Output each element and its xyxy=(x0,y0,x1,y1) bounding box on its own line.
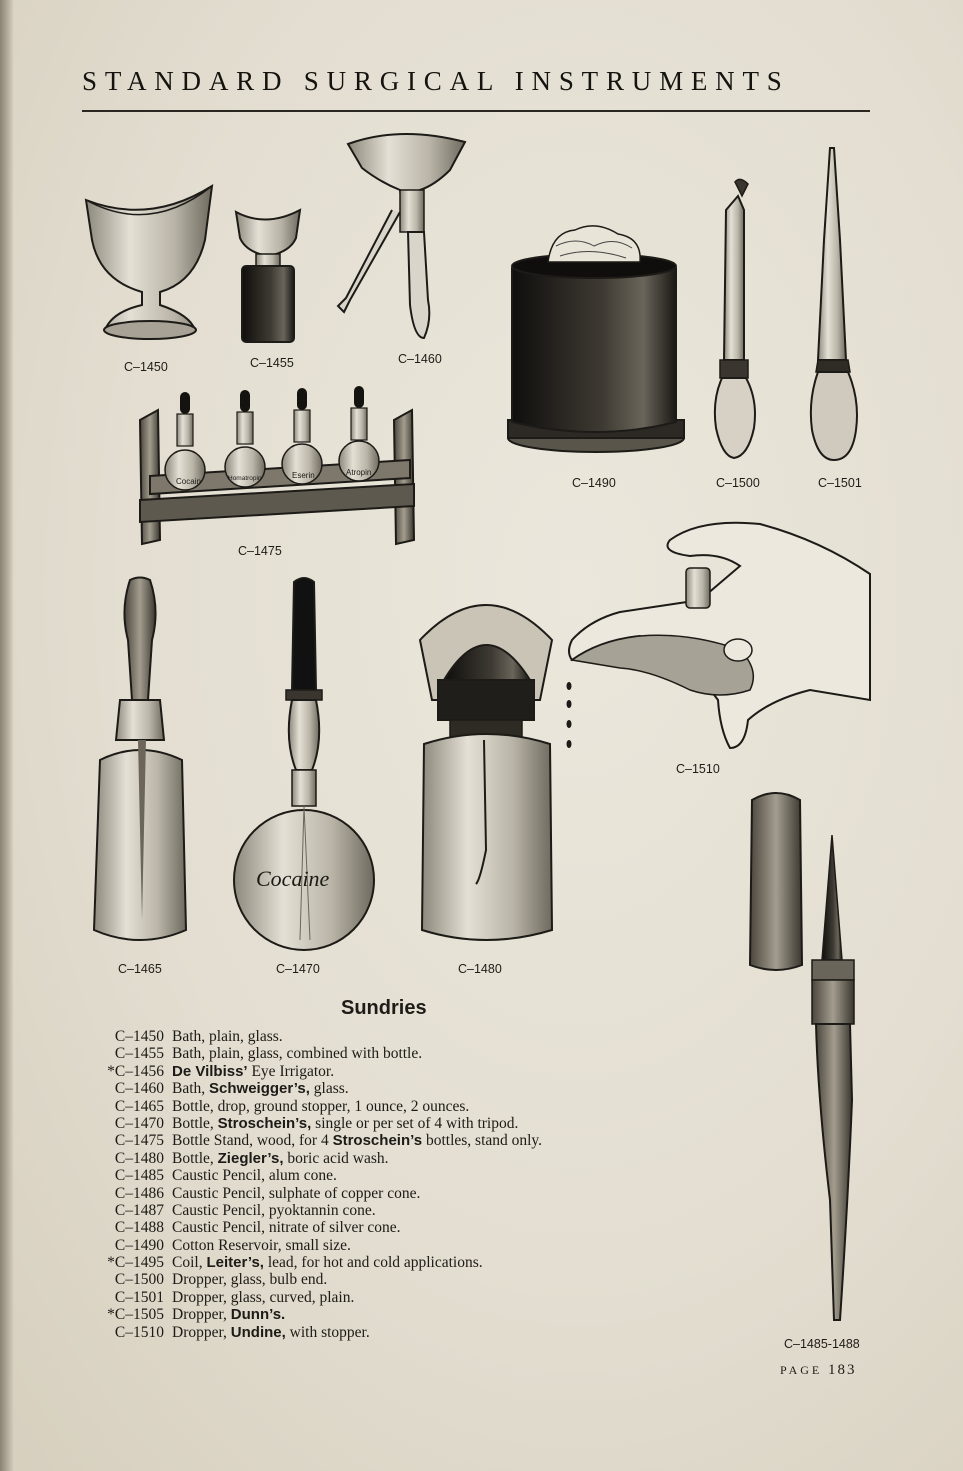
caption-c1500: C–1500 xyxy=(716,476,760,490)
item-description xyxy=(172,1254,483,1271)
item-text: Bath, plain, glass, combined with bottle. xyxy=(172,1045,423,1063)
item-text: lead, for hot and cold applications. xyxy=(263,1254,483,1272)
page-word: PAGE xyxy=(780,1363,823,1377)
item-description xyxy=(172,1237,351,1254)
caption-c1460: C–1460 xyxy=(398,352,442,366)
caption-c1480: C–1480 xyxy=(458,962,502,976)
caption-c1501: C–1501 xyxy=(818,476,862,490)
caustic-pencil-c1485-illustration xyxy=(750,793,854,1320)
item-code: C–1488 xyxy=(114,1219,164,1237)
eye-bath-bottle-c1455-illustration xyxy=(236,210,300,342)
list-item xyxy=(84,1219,724,1236)
item-code: C–1485 xyxy=(114,1167,164,1185)
page-title: STANDARD SURGICAL INSTRUMENTS xyxy=(82,66,790,96)
item-code: C–1480 xyxy=(114,1149,164,1167)
list-item xyxy=(84,1202,724,1219)
item-code: C–1500 xyxy=(114,1271,164,1289)
list-item xyxy=(84,1324,724,1341)
list-item xyxy=(84,1306,724,1323)
item-description xyxy=(172,1271,327,1288)
item-text: Bottle, xyxy=(172,1114,218,1132)
page-number-value: 183 xyxy=(827,1362,857,1378)
item-text: single or per set of 4 with tripod. xyxy=(311,1114,519,1132)
list-item xyxy=(84,1098,724,1115)
caption-c1470: C–1470 xyxy=(276,962,320,976)
item-text: glass. xyxy=(309,1080,349,1098)
item-text: Dropper, xyxy=(172,1323,231,1341)
undine-hand-c1510-illustration xyxy=(567,523,871,748)
item-code: *C–1505 xyxy=(107,1306,164,1324)
rack-label-1: Cocain xyxy=(176,477,201,486)
item-text: Caustic Pencil, sulphate of copper cone. xyxy=(172,1184,421,1202)
item-text: with stopper. xyxy=(285,1323,370,1341)
item-code: C–1510 xyxy=(114,1323,164,1341)
list-item xyxy=(84,1289,724,1306)
item-name-bold: Stroschein’s, xyxy=(217,1114,312,1132)
item-description xyxy=(172,1150,389,1167)
item-description xyxy=(172,1185,420,1202)
item-name-bold: Leiter’s, xyxy=(206,1254,264,1272)
item-name-bold: Dunn’s. xyxy=(230,1306,286,1324)
list-item xyxy=(84,1028,724,1045)
item-code: *C–1456 xyxy=(107,1062,164,1080)
item-code: C–1450 xyxy=(114,1028,164,1045)
item-text: Caustic Pencil, alum cone. xyxy=(172,1167,337,1185)
item-name-bold: Stroschein’s xyxy=(332,1132,423,1150)
rack-label-4: Atropin xyxy=(346,468,372,477)
list-item xyxy=(84,1150,724,1167)
section-heading-sundries: Sundries xyxy=(341,997,427,1019)
item-text: Bottle, drop, ground stopper, 1 ounce, 2 ounces. xyxy=(172,1097,470,1115)
caption-c1510: C–1510 xyxy=(676,762,720,776)
item-description xyxy=(172,1167,337,1184)
schweigger-bath-c1460-illustration xyxy=(338,134,465,338)
item-description xyxy=(172,1289,354,1306)
item-description xyxy=(172,1219,401,1236)
item-code: C–1465 xyxy=(114,1097,164,1115)
item-description xyxy=(172,1028,283,1045)
cocaine-label: Cocaine xyxy=(256,866,330,891)
item-description xyxy=(172,1045,422,1062)
item-text: boric acid wash. xyxy=(283,1149,389,1167)
item-text: Dropper, glass, bulb end. xyxy=(172,1271,328,1289)
item-code: C–1487 xyxy=(114,1201,164,1219)
item-code: C–1460 xyxy=(114,1080,164,1098)
item-text: Caustic Pencil, pyoktannin cone. xyxy=(172,1201,376,1219)
item-code: *C–1495 xyxy=(107,1254,164,1272)
list-item xyxy=(84,1237,724,1254)
item-code: C–1501 xyxy=(114,1288,164,1306)
list-item xyxy=(84,1254,724,1271)
caption-c1485-1488: C–1485-1488 xyxy=(784,1337,860,1351)
item-code: C–1490 xyxy=(114,1236,164,1254)
item-description xyxy=(172,1306,285,1323)
item-text: Bath, plain, glass. xyxy=(172,1028,283,1045)
item-code: C–1475 xyxy=(114,1132,164,1150)
item-name-bold: De Vilbiss’ xyxy=(172,1062,248,1080)
item-description xyxy=(172,1098,469,1115)
list-item xyxy=(84,1080,724,1097)
eye-bath-c1450-illustration xyxy=(86,186,212,339)
item-text: Eye Irrigator. xyxy=(247,1062,335,1080)
list-item xyxy=(84,1132,724,1149)
list-item xyxy=(84,1063,724,1080)
sundries-catalog-list xyxy=(84,1028,724,1341)
rack-label-2: Homatropin xyxy=(228,475,262,482)
item-description xyxy=(172,1324,370,1341)
item-text: Dropper, glass, curved, plain. xyxy=(172,1288,355,1306)
item-text: Cotton Reservoir, small size. xyxy=(172,1236,351,1254)
item-text: Dropper, xyxy=(172,1306,231,1324)
item-text: bottles, stand only. xyxy=(422,1132,543,1150)
item-description xyxy=(172,1080,349,1097)
caption-c1450: C–1450 xyxy=(124,360,168,374)
item-description xyxy=(172,1063,334,1080)
item-name-bold: Undine, xyxy=(230,1323,286,1341)
caption-c1465: C–1465 xyxy=(118,962,162,976)
caption-c1455: C–1455 xyxy=(250,356,294,370)
page-number xyxy=(780,1362,856,1379)
caption-c1490: C–1490 xyxy=(572,476,616,490)
item-text: Caustic Pencil, nitrate of silver cone. xyxy=(172,1219,401,1237)
item-text: Bath, xyxy=(172,1080,210,1098)
item-name-bold: Ziegler’s, xyxy=(217,1149,284,1167)
list-item xyxy=(84,1271,724,1288)
item-text: Bottle Stand, wood, for 4 xyxy=(172,1132,333,1150)
item-description xyxy=(172,1132,542,1149)
dropper-c1500-illustration xyxy=(715,179,755,458)
bottle-stand-c1475-illustration xyxy=(140,386,414,544)
rack-label-3: Eserin xyxy=(292,471,315,480)
item-code: C–1470 xyxy=(114,1114,164,1132)
dropper-c1501-illustration xyxy=(811,148,857,460)
list-item xyxy=(84,1167,724,1184)
item-name-bold: Schweigger’s, xyxy=(209,1080,310,1098)
list-item xyxy=(84,1115,724,1132)
list-item xyxy=(84,1045,724,1062)
item-description xyxy=(172,1202,376,1219)
item-code: C–1455 xyxy=(114,1045,164,1063)
stroschein-bottle-c1470-illustration xyxy=(234,578,374,950)
item-text: Bottle, xyxy=(172,1149,218,1167)
list-item xyxy=(84,1185,724,1202)
drop-bottle-c1465-illustration xyxy=(94,578,186,941)
item-text: Coil, xyxy=(172,1254,207,1272)
ziegler-bottle-c1480-illustration xyxy=(420,605,552,940)
cotton-reservoir-c1490-illustration xyxy=(508,226,684,452)
caption-c1475: C–1475 xyxy=(238,544,282,558)
item-description xyxy=(172,1115,518,1132)
item-code: C–1486 xyxy=(114,1184,164,1202)
